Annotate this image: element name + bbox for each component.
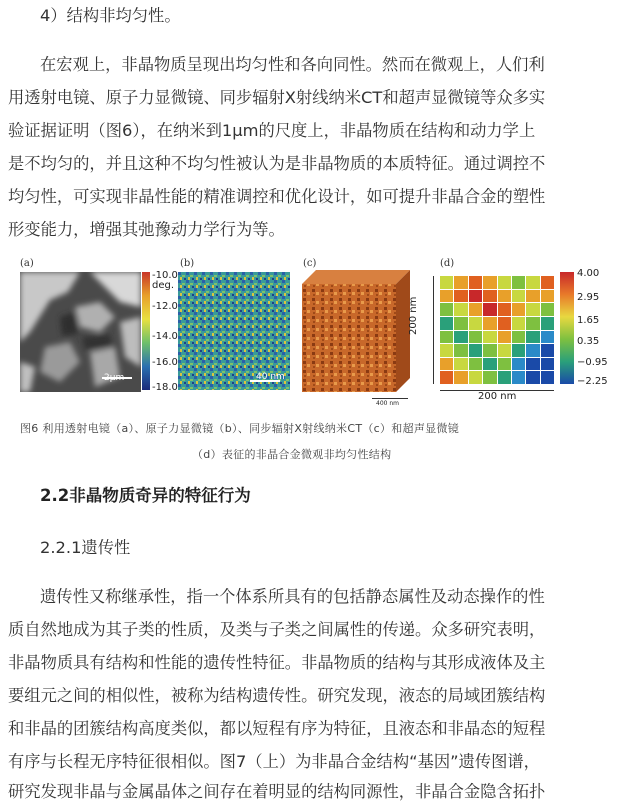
xct-cube	[302, 270, 410, 395]
grid-cell	[469, 331, 482, 344]
grid-cell	[498, 358, 511, 371]
grid-cell	[483, 303, 496, 316]
grid-cell	[541, 290, 554, 303]
para1-line: 形变能力，增强其弛豫动力学行为等。	[8, 220, 285, 239]
para1-line: 用透射电镜、原子力显微镜、同步辐射X射线纳米CT和超声显微镜等众多实	[8, 88, 546, 107]
grid-cell	[454, 358, 467, 371]
para2-line: 非晶物质具有结构和性能的遗传性特征。非晶物质的结构与其形成液体及主	[8, 653, 546, 672]
grid-cell	[469, 358, 482, 371]
grid-cell	[512, 303, 525, 316]
para2-line: 质自然地成为其子类的性质，及类与子类之间属性的传递。众多研究表明，	[8, 620, 546, 639]
colorbar-d-tick: −2.25	[577, 376, 608, 387]
grid-cell	[541, 371, 554, 384]
panel-c-scale-bar	[372, 398, 408, 399]
grid-cell	[526, 276, 539, 289]
grid-cell	[440, 331, 453, 344]
grid-cell	[512, 344, 525, 357]
grid-cell	[469, 371, 482, 384]
panel-c-scale: 400 nm	[376, 400, 400, 407]
para2-line: 和非晶的团簇结构高度类似，都以短程有序为特征，且液态和非晶态的短程	[8, 719, 546, 738]
para2-line: 要组元之间的相似性，被称为结构遗传性。研究发现，液态的局域团簇结构	[8, 686, 546, 705]
grid-cell	[541, 303, 554, 316]
grid-cell	[454, 303, 467, 316]
grid-cell	[454, 344, 467, 357]
panel-d-label: (d)	[440, 258, 455, 269]
colorbar-d-tick: 0.35	[577, 336, 600, 347]
para1-line: 验证据证明（图6），在纳米到1μm的尺度上，非晶物质在结构和动力学上	[8, 121, 536, 140]
grid-cell	[512, 290, 525, 303]
para2-line: 有序与长程无序特征很相似。图7（上）为非晶合金结构“基因”遗传图谱，	[8, 752, 540, 771]
colorbar-b-tick: -16.0	[152, 357, 178, 368]
grid-cell	[498, 371, 511, 384]
colorbar-b-unit: deg.	[152, 280, 175, 291]
grid-cell	[512, 276, 525, 289]
grid-cell	[526, 303, 539, 316]
grid-cell	[440, 317, 453, 330]
grid-cell	[512, 371, 525, 384]
colorbar-d-tick: 1.65	[577, 315, 600, 326]
section-heading: 2.2非晶物质奇异的特征行为	[40, 486, 251, 505]
section-intro: 4）结构非均匀性。	[40, 6, 181, 25]
grid-cell	[483, 290, 496, 303]
grid-cell	[440, 276, 453, 289]
grid-cell	[526, 331, 539, 344]
x-axis-label: 200 nm	[478, 391, 517, 402]
ultrasound-grid	[440, 276, 554, 384]
grid-cell	[541, 344, 554, 357]
grid-cell	[483, 317, 496, 330]
grid-cell	[469, 317, 482, 330]
colorbar-b	[142, 272, 150, 390]
grid-cell	[469, 290, 482, 303]
para2-line: 研究发现非晶与金属晶体之间存在着明显的结构同源性，非晶合金隐含拓扑	[8, 782, 546, 801]
grid-cell	[483, 344, 496, 357]
grid-cell	[526, 358, 539, 371]
colorbar-d-tick: 4.00	[577, 268, 600, 279]
colorbar-d	[560, 272, 574, 384]
grid-cell	[541, 331, 554, 344]
grid-cell	[498, 303, 511, 316]
para2-line: 遗传性又称继承性，指一个体系所具有的包括静态属性及动态操作的性	[40, 587, 545, 606]
figure-caption: 图6 利用透射电镜（a）、原子力显微镜（b）、同步辐射X射线纳米CT（c）和超声显微镜	[20, 422, 460, 435]
colorbar-b-tick: -14.0	[152, 331, 178, 342]
grid-cell	[526, 371, 539, 384]
grid-cell	[440, 290, 453, 303]
grid-cell	[469, 303, 482, 316]
figure-caption: （d）表征的非晶合金微观非均匀性结构	[192, 448, 392, 461]
subsection-heading: 2.2.1遗传性	[40, 538, 131, 557]
grid-cell	[498, 276, 511, 289]
grid-cell	[454, 331, 467, 344]
y-axis-arrow	[433, 276, 434, 384]
grid-cell	[498, 317, 511, 330]
grid-cell	[541, 317, 554, 330]
grid-cell	[541, 276, 554, 289]
colorbar-d-tick: 2.95	[577, 292, 600, 303]
grid-cell	[526, 290, 539, 303]
y-axis-label: 200 nm	[408, 296, 419, 335]
grid-cell	[469, 344, 482, 357]
grid-cell	[469, 276, 482, 289]
grid-cell	[498, 290, 511, 303]
grid-cell	[440, 344, 453, 357]
colorbar-d-tick: −0.95	[577, 357, 608, 368]
grid-cell	[483, 371, 496, 384]
grid-cell	[483, 331, 496, 344]
para1-line: 是不均匀的，并且这种不均匀性被认为是非晶物质的本质特征。通过调控不	[8, 154, 546, 173]
grid-cell	[498, 331, 511, 344]
grid-cell	[526, 317, 539, 330]
grid-cell	[526, 344, 539, 357]
grid-cell	[454, 371, 467, 384]
panel-a-scale: 2μm	[104, 373, 125, 383]
grid-cell	[440, 371, 453, 384]
panel-b-label: (b)	[180, 258, 195, 269]
grid-cell	[541, 358, 554, 371]
para1-line: 均匀性，可实现非晶性能的精准调控和优化设计，如可提升非晶合金的塑性	[8, 187, 546, 206]
grid-cell	[440, 358, 453, 371]
panel-b-scale: 40 nm	[256, 372, 285, 382]
colorbar-b-tick: -12.0	[152, 301, 178, 312]
grid-cell	[512, 317, 525, 330]
grid-cell	[483, 358, 496, 371]
grid-cell	[440, 303, 453, 316]
grid-cell	[454, 276, 467, 289]
grid-cell	[498, 344, 511, 357]
panel-a-label: (a)	[20, 258, 34, 269]
colorbar-b-tick: -10.0	[152, 270, 178, 281]
colorbar-b-tick: -18.0	[152, 382, 178, 393]
grid-cell	[454, 317, 467, 330]
grid-cell	[483, 276, 496, 289]
grid-cell	[454, 290, 467, 303]
grid-cell	[512, 358, 525, 371]
grid-cell	[512, 331, 525, 344]
para1-line: 在宏观上，非晶物质呈现出均匀性和各向同性。然而在微观上，人们利	[40, 55, 545, 74]
panel-c-label: (c)	[303, 258, 317, 269]
